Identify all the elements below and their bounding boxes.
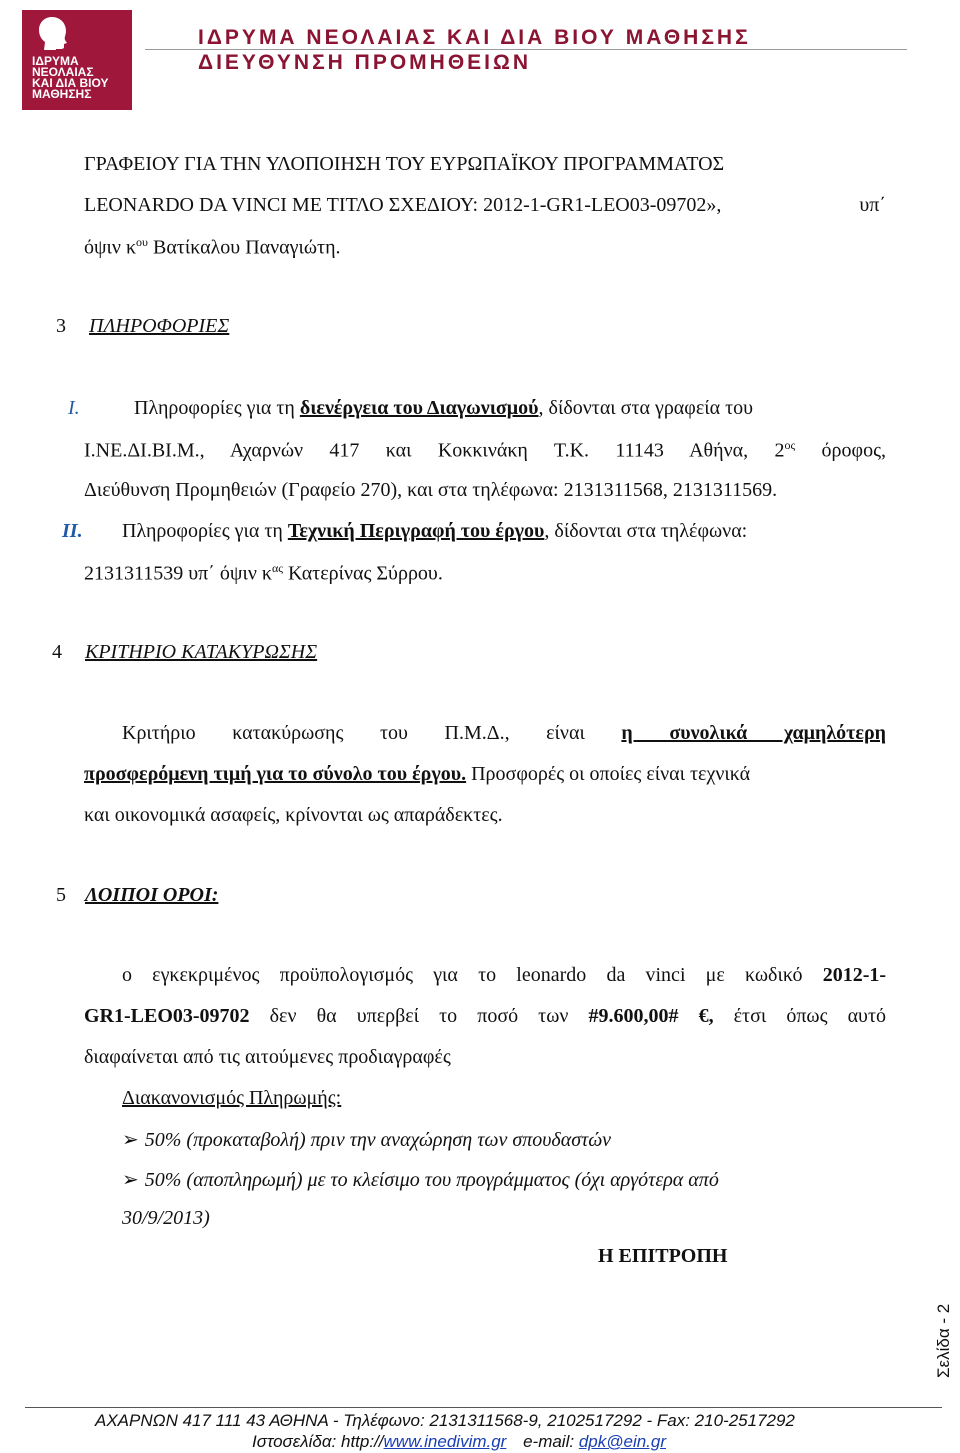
website-label: Ιστοσελίδα: http:// (252, 1432, 384, 1451)
header-subtitle: ΔΙΕΥΘΥΝΣΗ ΠΡΟΜΗΘΕΙΩΝ (198, 51, 532, 74)
section-5-line-1-b: 2012-1- (822, 964, 887, 986)
payment-bullet-2 (122, 1167, 719, 1192)
section-5-line-1-a: ο εγκεκριμένος προϋπολογισμός για το leonardo da vinci με κωδικό (122, 964, 803, 986)
section-4-line-1-b: η συνολικά χαμηλότερη (621, 722, 887, 744)
item-2-line-2-b: Κατερίνας Σύρρου. (283, 562, 443, 585)
section-5-title: ΛΟΙΠΟΙ ΟΡΟΙ: (85, 884, 219, 906)
item-1-numeral: I. (68, 397, 80, 419)
item-1-line-2-b: όροφος, (795, 439, 886, 462)
section-4-line-2-b: Προσφορές οι οποίες είναι τεχνικά (466, 763, 751, 785)
payment-bullet-1-text: 50% (προκαταβολή) πριν την αναχώρηση των σπουδαστών (144, 1129, 612, 1151)
section-4-line-2-a: προσφερόμενη τιμή για το σύνολο του έργου. (84, 763, 467, 785)
intro-line-2-tail: υπ΄ (859, 194, 886, 216)
item-2-line-2-a: 2131311539 υπ΄ όψιν κ (84, 562, 272, 585)
intro-line-3-b: Βατίκαλου Παναγιώτη. (152, 236, 341, 259)
intro-line-1: ΓΡΑΦΕΙΟΥ ΓΙΑ ΤΗΝ ΥΛΟΠΟΙΗΣΗ ΤΟΥ ΕΥΡΩΠΑΪΚΟΥ ΠΡΟΓΡΑΜΜΑΤΟΣ (84, 153, 725, 175)
item-2-line-2 (84, 561, 443, 586)
section-4-heading (52, 641, 317, 664)
item-2-numeral: II. (62, 520, 83, 542)
footer-divider (25, 1407, 942, 1408)
signature-committee: Η ΕΠΙΤΡΟΠΗ (598, 1245, 728, 1267)
section-4-line-2 (84, 763, 886, 786)
section-4-title: ΚΡΙΤΗΡΙΟ ΚΑΤΑΚΥΡΩΣΗΣ (85, 641, 318, 663)
section-5-line-2 (84, 1005, 886, 1028)
section-5-amount: #9.600,00# €, (588, 1005, 714, 1027)
header-divider (145, 49, 907, 50)
section-4-number: 4 (52, 641, 62, 663)
section-5-line-2-d: έτσι όπως αυτό (713, 1005, 886, 1027)
email-link[interactable]: dpk@ein.gr (578, 1432, 667, 1451)
item-2-post: , δίδονται στα τηλέφωνα: (544, 520, 748, 542)
intro-line-2 (84, 194, 886, 217)
section-5-line-3: διαφαίνεται από τις αιτούμενες προδιαγραφές (84, 1046, 451, 1068)
section-4-line-1 (122, 722, 886, 745)
item-2-line-1 (122, 520, 886, 543)
organization-logo (22, 10, 132, 110)
item-2-link: Τεχνική Περιγραφή του έργου (287, 520, 545, 542)
logo-line: ΚΑΙ ΔΙΑ ΒΙΟΥ (32, 76, 109, 90)
item-2-line-2-sup: ας (271, 561, 283, 575)
item-1-post: , δίδονται στα γραφεία του (538, 397, 754, 419)
section-4-line-1-a: Κριτήριο κατακύρωσης του Π.Μ.Δ., είναι (122, 722, 585, 744)
logo-line: ΜΑΘΗΣΗΣ (32, 87, 92, 101)
item-1-pre: Πληροφορίες για τη (134, 397, 300, 419)
item-1-line-2 (84, 438, 886, 463)
section-5-number: 5 (56, 884, 66, 906)
header-title: ΙΔΡΥΜΑ ΝΕΟΛΑΙΑΣ ΚΑΙ ΔΙΑ ΒΙΟΥ ΜΑΘΗΣΗΣ (198, 26, 751, 49)
item-1-link: διενέργεια του Διαγωνισμού (299, 397, 539, 419)
section-5-heading (56, 884, 218, 907)
intro-line-3 (84, 235, 341, 260)
item-1-line-2-a: Ι.ΝΕ.ΔΙ.ΒΙ.Μ., Αχαρνών 417 και Κοκκινάκη Τ.Κ. 11143 Αθήνα, 2 (84, 439, 785, 462)
payment-bullet-2-text: 50% (αποπληρωμή) με το κλείσιμο του προγράμματος (όχι αργότερα από (144, 1169, 719, 1191)
logo-line: ΝΕΟΛΑΙΑΣ (32, 65, 94, 79)
footer-address: ΑΧΑΡΝΩΝ 417 111 43 ΑΘΗΝΑ - Τηλέφωνο: 2131311568-9, 2102517292 - Fax: 210-2517292 (95, 1411, 795, 1430)
section-4-line-3: και οικονομικά ασαφείς, κρίνονται ως απαράδεκτες. (84, 804, 503, 826)
profile-head-icon (38, 16, 68, 50)
page-number: Σελίδα - 2 (934, 1303, 953, 1378)
intro-line-3-sup: ου (136, 235, 148, 249)
section-3-title: ΠΛΗΡΟΦΟΡΙΕΣ (89, 315, 230, 337)
logo-line: ΙΔΡΥΜΑ (32, 54, 79, 68)
arrow-bullet-icon: ➢ (122, 1127, 139, 1151)
logo-text (32, 56, 128, 100)
section-5-line-2-b: δεν θα υπερβεί το ποσό των (249, 1005, 589, 1027)
payment-title: Διακανονισμός Πληρωμής: (122, 1087, 342, 1109)
payment-bullet-2-cont: 30/9/2013) (122, 1207, 210, 1229)
website-link[interactable]: www.inedivim.gr (383, 1432, 507, 1451)
arrow-bullet-icon: ➢ (122, 1167, 139, 1191)
section-3-number: 3 (56, 315, 66, 337)
intro-line-3-a: όψιν κ (84, 236, 137, 259)
item-2-pre: Πληροφορίες για τη (122, 520, 288, 542)
section-5-line-2-a: GR1-LEO03-09702 (84, 1005, 250, 1027)
item-1-line-3: Διεύθυνση Προμηθειών (Γραφείο 270), και στα τηλέφωνα: 2131311568, 2131311569. (84, 479, 778, 501)
section-3-heading (56, 315, 229, 338)
footer-contacts (252, 1432, 666, 1452)
email-label: e-mail: (523, 1432, 575, 1451)
intro-line-2-text: LEONARDO DA VINCI ΜΕ ΤΙΤΛΟ ΣΧΕΔΙΟΥ: 2012-1-GR1-LEO03-09702», (84, 194, 722, 216)
section-5-line-1 (122, 964, 886, 987)
payment-bullet-1 (122, 1127, 611, 1152)
item-1-line-1 (134, 397, 886, 420)
item-1-line-2-sup: ος (784, 438, 796, 452)
